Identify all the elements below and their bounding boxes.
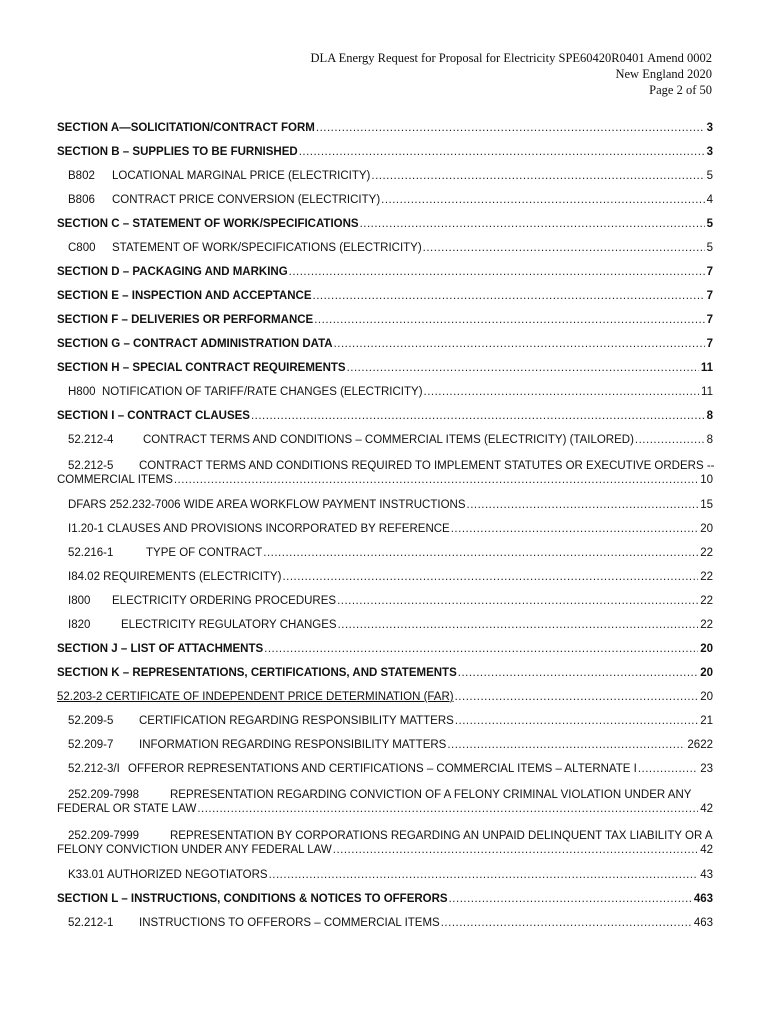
dot-leader [269,869,699,881]
toc-page-number: 11 [701,386,713,398]
toc-section-entry[interactable] [57,218,713,242]
toc-entry-number: 252.209-7998 [68,789,139,801]
toc-section-entry[interactable] [57,266,713,290]
toc-page-number: 22 [700,547,713,559]
toc-entry-number: 52.212-5 [68,460,114,472]
toc-entry-line [57,803,713,821]
page-header [311,50,712,98]
toc-entry[interactable] [57,787,713,828]
toc-section-entry[interactable] [57,667,713,691]
toc-entry[interactable] [57,715,713,739]
toc-entry-title: SECTION D – PACKAGING AND MARKING [57,266,288,278]
toc-page-number: 11 [700,362,713,374]
toc-entry-title: SECTION I – CONTRACT CLAUSES [57,410,250,422]
toc-entry-title: ELECTRICITY REGULATORY CHANGES [121,619,337,631]
toc-entry-number: H800 [68,386,96,398]
dot-leader [313,290,705,302]
dot-leader [638,763,698,775]
toc-page-number: 4 [706,194,713,206]
toc-page-number: 463 [693,917,713,929]
toc-page-number: 7 [706,314,713,326]
toc-entry-number: 52.209-5 [68,715,114,727]
toc-page-number: 15 [700,499,713,511]
toc-entry[interactable] [57,571,713,595]
toc-entry-number: I800 [68,595,91,607]
toc-page-number: 20 [700,691,713,703]
toc-page-number: 7 [706,266,713,278]
dot-leader [447,739,685,751]
toc-page-number: 22 [700,619,713,631]
toc-section-entry[interactable] [57,146,713,170]
toc-page-number: 23 [700,763,713,775]
toc-page-number: 22 [700,595,713,607]
toc-page-number: 5 [706,218,713,230]
toc-entry[interactable] [57,523,713,547]
dot-leader [314,314,704,326]
toc-page-number: 42 [700,803,713,815]
toc-entry-title: SECTION G – CONTRACT ADMINISTRATION DATA [57,338,333,350]
dot-leader [455,715,698,727]
toc-page-number: 7 [706,338,713,350]
toc-entry[interactable] [57,828,713,869]
table-of-contents [57,122,713,941]
toc-section-entry[interactable] [57,362,713,386]
toc-entry[interactable] [57,434,713,458]
toc-entry-title: CONTRACT TERMS AND CONDITIONS – COMMERCIAL ITEMS (ELECTRICITY) (TAILORED) [143,434,634,446]
toc-entry-title-continued: FEDERAL OR STATE LAW [57,803,197,815]
toc-page-number: 10 [700,474,713,486]
toc-entry-title: SECTION K – REPRESENTATIONS, CERTIFICATIONS, AND STATEMENTS [57,667,457,679]
toc-page-number: 21 [700,715,713,727]
toc-entry-title: STATEMENT OF WORK/SPECIFICATIONS (ELECTRICITY) [112,242,422,254]
toc-entry[interactable] [57,547,713,571]
toc-entry-number: 52.212-3/I [68,763,120,775]
dot-leader [251,410,705,422]
toc-entry-title: SECTION L – INSTRUCTIONS, CONDITIONS & NOTICES TO OFFERORS [57,893,448,905]
toc-section-entry[interactable] [57,410,713,434]
dot-leader [424,386,700,398]
dot-leader [338,619,699,631]
dot-leader [451,523,698,535]
toc-entry-title: INSTRUCTIONS TO OFFERORS – COMMERCIAL ITEMS [139,917,440,929]
dot-leader [381,194,704,206]
header-title: DLA Energy Request for Proposal for Electricity SPE60420R0401 Amend 0002 [310,51,712,65]
toc-entry[interactable] [57,242,713,266]
toc-entry[interactable] [57,739,713,763]
toc-entry-number: B806 [68,194,95,206]
header-subtitle: New England 2020 [615,67,712,81]
toc-entry-title: SECTION B – SUPPLIES TO BE FURNISHED [57,146,298,158]
dot-leader [347,362,699,374]
toc-entry-title: SECTION C – STATEMENT OF WORK/SPECIFICATIONS [57,218,359,230]
dot-leader [333,844,698,856]
toc-entry-title-continued: COMMERCIAL ITEMS [57,474,173,486]
dot-leader [174,474,698,486]
dot-leader [282,571,698,583]
dot-leader [441,917,692,929]
toc-entry-line [57,474,713,492]
toc-section-entry[interactable] [57,290,713,314]
toc-entry-title: K33.01 AUTHORIZED NEGOTIATORS [68,869,268,881]
toc-page-number: 20 [700,643,713,655]
toc-entry-number: 52.212-4 [68,434,114,446]
toc-entry-number: B802 [68,170,95,182]
dot-leader [299,146,705,158]
dot-leader [316,122,705,134]
toc-entry-title: ELECTRICITY ORDERING PROCEDURES [112,595,337,607]
toc-section-entry[interactable] [57,122,713,146]
dot-leader [455,691,699,703]
toc-entry-title: I84.02 REQUIREMENTS (ELECTRICITY) [68,571,282,583]
dot-leader [635,434,705,446]
toc-entry-title: DFARS 252.232-7006 WIDE AREA WORKFLOW PAYMENT INSTRUCTIONS [68,499,466,511]
toc-entry[interactable] [57,595,713,619]
toc-page-number: 42 [700,844,713,856]
toc-entry-number: 52.216-1 [68,547,114,559]
toc-entry[interactable] [57,386,713,410]
toc-entry-title: CONTRACT TERMS AND CONDITIONS REQUIRED TO IMPLEMENT STATUTES OR EXECUTIVE ORDERS -- [139,460,715,472]
toc-entry[interactable] [57,869,713,893]
toc-entry-title: SECTION A—SOLICITATION/CONTRACT FORM [57,122,315,134]
dot-leader [337,595,698,607]
toc-page-number: 3 [706,146,713,158]
dot-leader [371,170,704,182]
toc-entry-line [57,844,713,862]
toc-entry-title-continued: FELONY CONVICTION UNDER ANY FEDERAL LAW [57,844,332,856]
toc-page-number: 7 [706,290,713,302]
dot-leader [289,266,705,278]
toc-page-number: 2622 [687,739,713,751]
toc-entry-number: I820 [68,619,91,631]
dot-leader [458,667,698,679]
toc-entry-line [68,828,713,844]
toc-entry-title: CERTIFICATION REGARDING RESPONSIBILITY MATTERS [139,715,454,727]
toc-section-entry[interactable] [57,338,713,362]
toc-page-number: 5 [706,242,713,254]
toc-section-entry[interactable] [57,893,713,917]
toc-page-number: 8 [706,434,713,446]
toc-entry[interactable] [57,458,713,499]
toc-entry-number: 252.209-7999 [68,830,139,842]
toc-entry-title: SECTION H – SPECIAL CONTRACT REQUIREMENTS [57,362,346,374]
dot-leader [334,338,705,350]
toc-entry-title: INFORMATION REGARDING RESPONSIBILITY MATTERS [139,739,447,751]
dot-leader [264,643,698,655]
toc-entry-line [68,458,713,474]
dot-leader [467,499,699,511]
toc-entry-title: TYPE OF CONTRACT [146,547,263,559]
toc-entry-title: LOCATIONAL MARGINAL PRICE (ELECTRICITY) [112,170,371,182]
toc-entry-title: 52.203-2 CERTIFICATE OF INDEPENDENT PRICE DETERMINATION (FAR) [57,691,454,703]
toc-entry-title: CONTRACT PRICE CONVERSION (ELECTRICITY) [112,194,381,206]
toc-page-number: 43 [700,869,713,881]
toc-entry-number: C800 [68,242,96,254]
dot-leader [197,803,698,815]
toc-entry-title: SECTION J – LIST OF ATTACHMENTS [57,643,264,655]
toc-entry[interactable] [57,691,713,715]
dot-leader [423,242,705,254]
toc-entry-title: NOTIFICATION OF TARIFF/RATE CHANGES (ELECTRICITY) [102,386,423,398]
dot-leader [263,547,698,559]
toc-page-number: 20 [700,667,713,679]
toc-entry-title: SECTION F – DELIVERIES OR PERFORMANCE [57,314,314,326]
toc-page-number: 5 [706,170,713,182]
dot-leader [360,218,705,230]
toc-entry-title: I1.20-1 CLAUSES AND PROVISIONS INCORPORATED BY REFERENCE [68,523,450,535]
toc-entry-number: 52.209-7 [68,739,114,751]
toc-page-number: 22 [700,571,713,583]
toc-page-number: 463 [693,893,713,905]
toc-entry-number: 52.212-1 [68,917,114,929]
toc-section-entry[interactable] [57,643,713,667]
toc-entry[interactable] [57,194,713,218]
toc-page-number: 20 [700,523,713,535]
toc-page-number: 3 [706,122,713,134]
toc-entry[interactable] [57,763,713,787]
header-page-number: Page 2 of 50 [649,83,712,97]
toc-entry-title: OFFEROR REPRESENTATIONS AND CERTIFICATIONS – COMMERCIAL ITEMS – ALTERNATE I [128,763,637,775]
dot-leader [449,893,692,905]
toc-entry[interactable] [57,170,713,194]
toc-section-entry[interactable] [57,314,713,338]
toc-entry[interactable] [57,499,713,523]
toc-entry-title: SECTION E – INSPECTION AND ACCEPTANCE [57,290,312,302]
toc-entry[interactable] [57,619,713,643]
toc-entry-title: REPRESENTATION REGARDING CONVICTION OF A FELONY CRIMINAL VIOLATION UNDER ANY [170,789,692,801]
toc-entry-title: REPRESENTATION BY CORPORATIONS REGARDING AN UNPAID DELINQUENT TAX LIABILITY OR A [170,830,713,842]
toc-entry[interactable] [57,917,713,941]
toc-entry-line [68,787,713,803]
toc-page-number: 8 [706,410,713,422]
